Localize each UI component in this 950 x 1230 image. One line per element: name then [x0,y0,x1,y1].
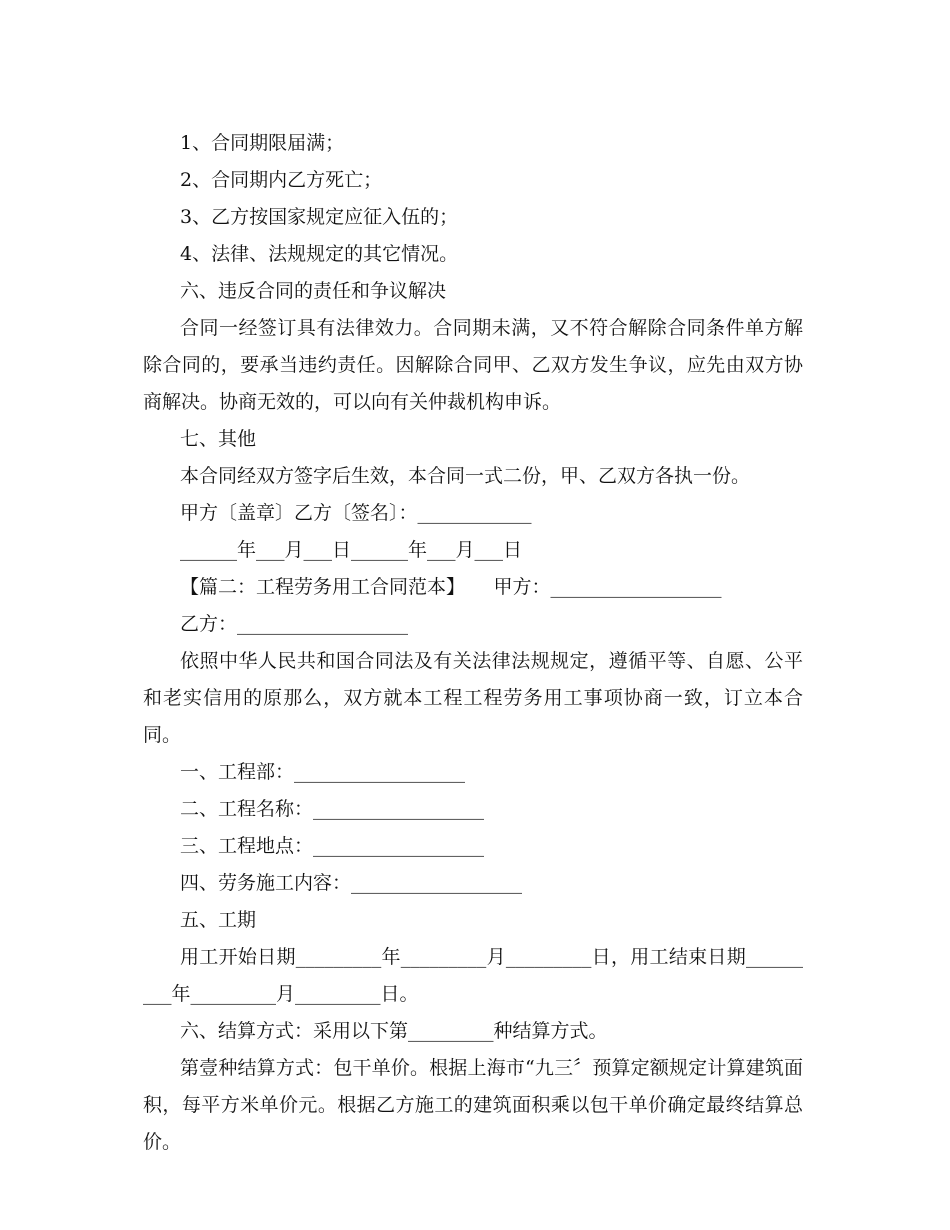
section-heading-liability: 六、违反合同的责任和争议解决 [180,280,447,302]
field-labor-content: 四、劳务施工内容：__________________ [180,872,523,894]
section-heading-period: 五、工期 [180,909,257,931]
liability-paragraph: 合同一经签订具有法律效力。合同期未满，又不符合解除合同条件单方解除合同的，要承当违约责任。因解除合同甲、乙双方发生争议，应先由双方协商解决。协商无效的，可以向有关仲裁机构申诉。 [143,317,803,413]
clause-item-3: 3、乙方按国家规定应征入伍的； [180,206,459,228]
field-project-department: 一、工程部：__________________ [180,761,466,783]
clause-item-1: 1、合同期限届满； [180,132,345,154]
field-project-location: 三、工程地点：__________________ [180,835,485,857]
part-two-title-party-a: 【篇二：工程劳务用工合同范本】 甲方：__________________ [180,576,722,598]
clause-item-4: 4、法律、法规规定的其它情况。 [180,243,459,265]
field-project-name: 二、工程名称：__________________ [180,798,485,820]
document-body [143,125,803,1161]
party-b-line: 乙方：__________________ [180,613,409,635]
effectiveness-paragraph: 本合同经双方签字后生效，本合同一式二份，甲、乙双方各执一份。 [180,465,751,487]
settlement-method-one-paragraph: 第壹种结算方式：包干单价。根据上海市“九三〞预算定额规定计算建筑面积，每平方米单价元。根据乙方施工的建筑面积乘以包干单价确定最终结算总价。 [143,1057,803,1153]
preamble-paragraph: 依照中华人民共和国合同法及有关法律法规规定，遵循平等、自愿、公平和老实信用的原那么，双方就本工程工程劳务用工事项协商一致，订立本合同。 [143,650,803,746]
date-line: ______年___月___日______年___月___日 [180,539,523,561]
section-heading-other: 七、其他 [180,428,257,450]
settlement-method-line: 六、结算方式：采用以下第_________种结算方式。 [180,1020,608,1042]
signature-line: 甲方〔盖章〕乙方〔签名〕：____________ [180,502,532,524]
clause-item-2: 2、合同期内乙方死亡； [180,169,383,191]
period-dates-paragraph: 用工开始日期_________年_________月_________日，用工结束日期_________年_________月_________日。 [143,946,803,1005]
